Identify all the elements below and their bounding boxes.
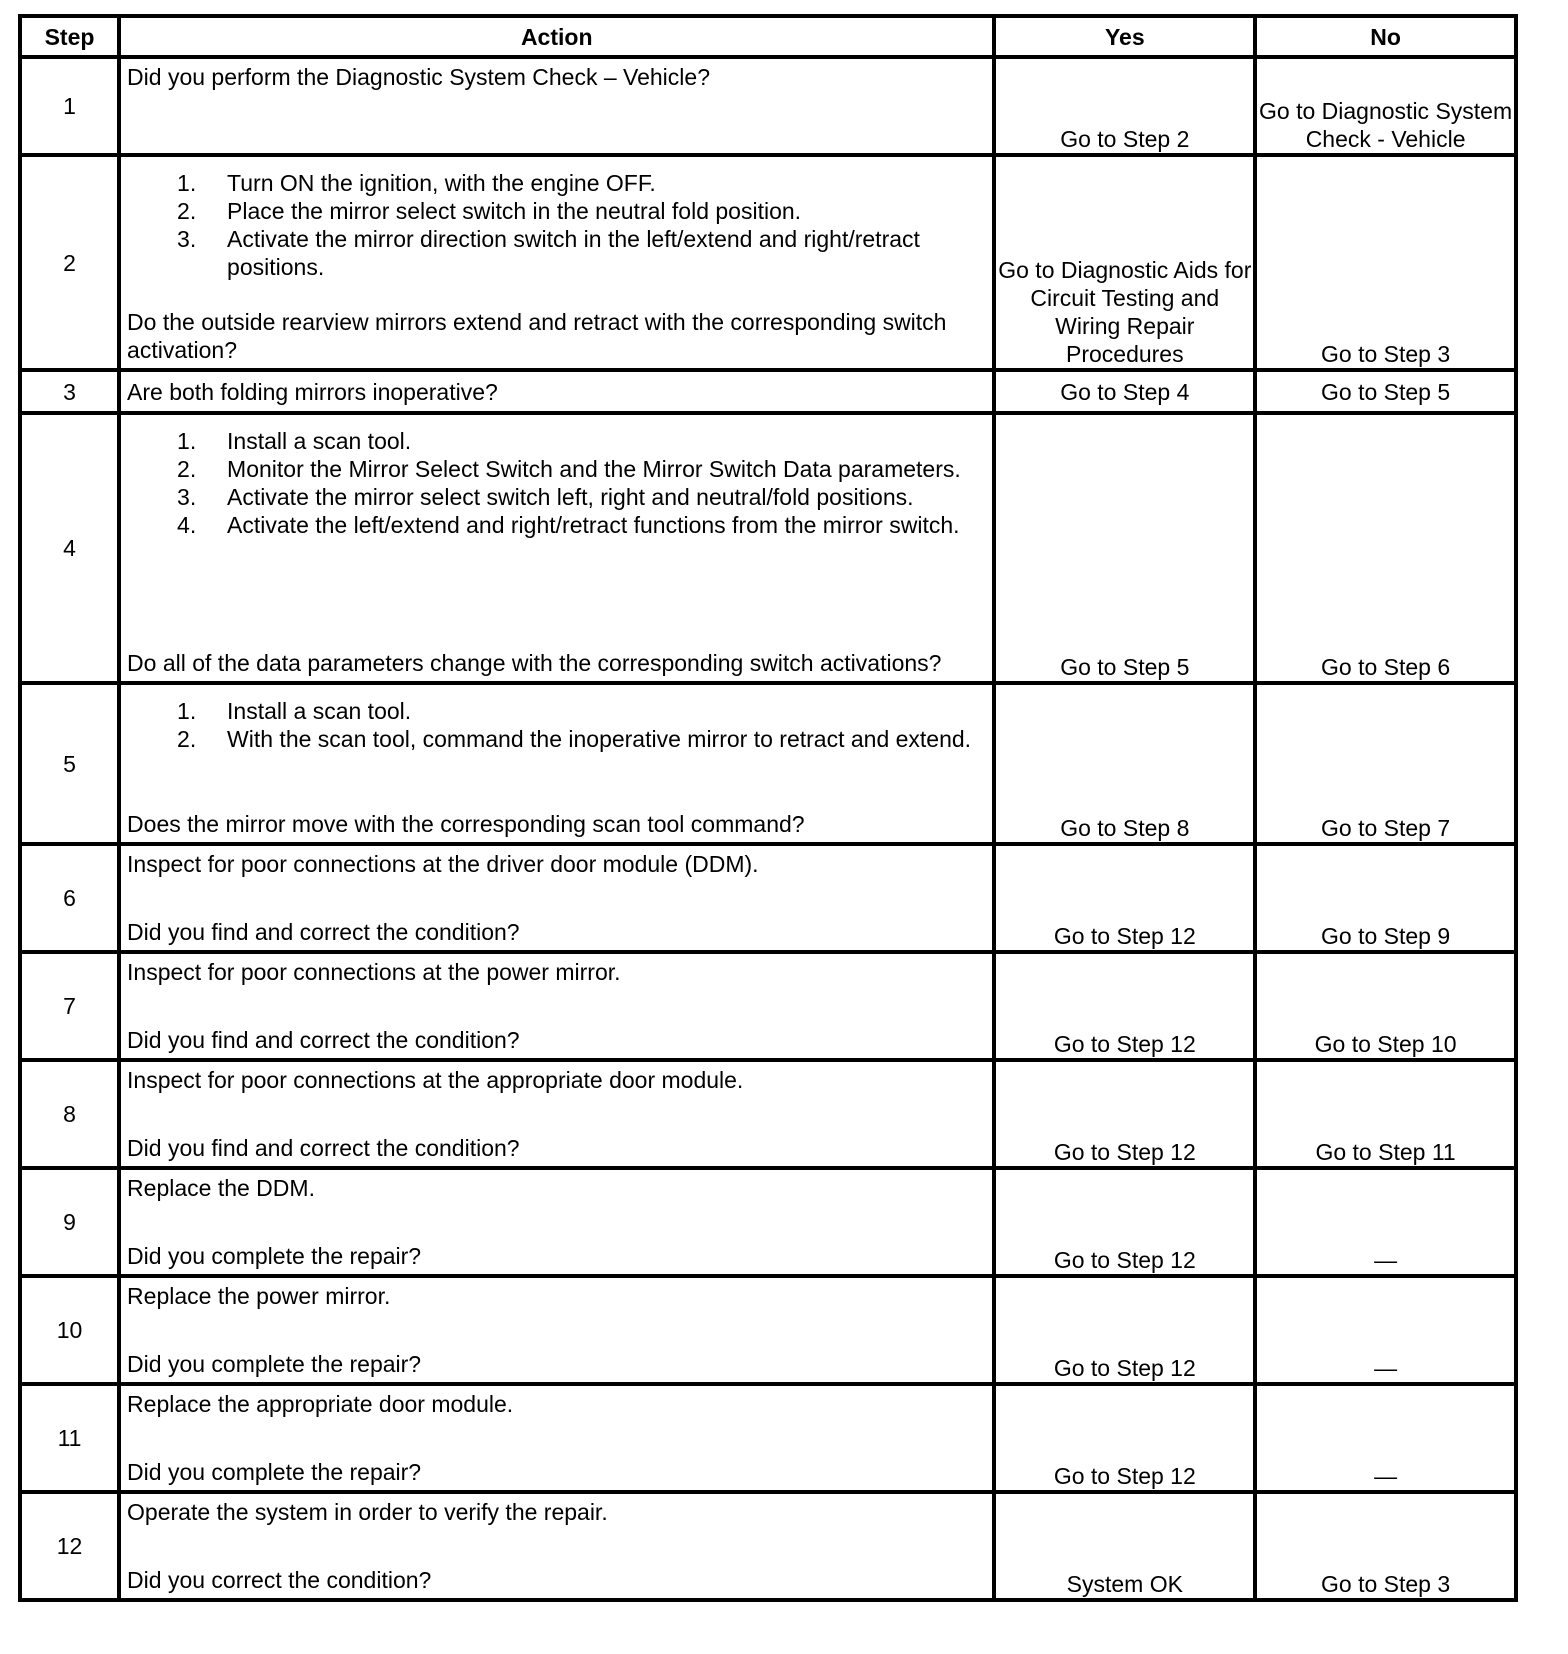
step-number: 6 [20,844,119,952]
question-text: Do all of the data parameters change with the corresponding switch activations? [127,650,942,676]
instruction-list [127,427,984,539]
diagnostic-table [18,14,1518,1602]
table-row [20,1492,1516,1600]
list-item: 1. Turn ON the ignition, with the engine OFF. [177,170,656,196]
yes-result: Go to Step 12 [994,1384,1255,1492]
table-row [20,952,1516,1060]
no-result: Go to Step 3 [1255,155,1516,370]
question-text: Does the mirror move with the corresponding scan tool command? [127,811,805,837]
yes-result: Go to Diagnostic Aids for Circuit Testing and Wiring Repair Procedures [994,155,1255,370]
yes-result: System OK [994,1492,1255,1600]
instruction-list [127,169,984,281]
header-yes: Yes [994,16,1255,57]
header-row [20,16,1516,57]
step-number: 9 [20,1168,119,1276]
list-item: 2. With the scan tool, command the inoperative mirror to retract and extend. [177,726,972,752]
no-result: Go to Diagnostic System Check - Vehicle [1255,57,1516,155]
table-row [20,57,1516,155]
no-result: — [1255,1276,1516,1384]
table-row [20,1060,1516,1168]
step-number: 8 [20,1060,119,1168]
table-row [20,155,1516,370]
instruction-text: Replace the power mirror. [127,1283,391,1309]
action-cell [119,844,994,952]
action-cell [119,683,994,844]
question-text: Did you complete the repair? [127,1459,422,1485]
yes-result: Go to Step 12 [994,952,1255,1060]
instruction-text: Did you perform the Diagnostic System Check – Vehicle? [127,64,710,90]
step-number: 10 [20,1276,119,1384]
step-number: 4 [20,413,119,683]
step-number: 5 [20,683,119,844]
step-number: 1 [20,57,119,155]
instruction-text: Operate the system in order to verify the repair. [127,1499,608,1525]
list-item: 1. Install a scan tool. [177,698,412,724]
list-item: 2. Monitor the Mirror Select Switch and the Mirror Switch Data parameters. [177,456,961,482]
step-number: 7 [20,952,119,1060]
yes-result: Go to Step 2 [994,57,1255,155]
action-cell [119,413,994,683]
no-result: — [1255,1384,1516,1492]
no-result: Go to Step 5 [1255,370,1516,413]
no-result: Go to Step 7 [1255,683,1516,844]
instruction-text: Inspect for poor connections at the driver door module (DDM). [127,851,759,877]
action-cell [119,1276,994,1384]
instruction-text: Are both folding mirrors inoperative? [127,378,498,405]
table-row [20,683,1516,844]
instruction-list [127,697,984,753]
question-text: Did you complete the repair? [127,1351,422,1377]
list-item: 3. Activate the mirror select switch left, right and neutral/fold positions. [177,484,914,510]
no-result: Go to Step 11 [1255,1060,1516,1168]
question-text: Do the outside rearview mirrors extend and retract with the corresponding switch activation? [127,309,947,363]
table-row [20,370,1516,413]
table-row [20,413,1516,683]
question-text: Did you find and correct the condition? [127,919,520,945]
no-result: Go to Step 9 [1255,844,1516,952]
instruction-text: Inspect for poor connections at the power mirror. [127,959,621,985]
instruction-text: Inspect for poor connections at the appropriate door module. [127,1067,744,1093]
yes-result: Go to Step 5 [994,413,1255,683]
question-text: Did you find and correct the condition? [127,1027,520,1053]
question-text: Did you find and correct the condition? [127,1135,520,1161]
step-number: 3 [20,370,119,413]
header-no: No [1255,16,1516,57]
action-cell [119,370,994,413]
header-action: Action [119,16,994,57]
action-cell [119,1492,994,1600]
table-row [20,844,1516,952]
table-row [20,1384,1516,1492]
no-result: — [1255,1168,1516,1276]
no-result: Go to Step 3 [1255,1492,1516,1600]
action-cell [119,155,994,370]
step-number: 12 [20,1492,119,1600]
yes-result: Go to Step 8 [994,683,1255,844]
question-text: Did you complete the repair? [127,1243,422,1269]
yes-result: Go to Step 12 [994,1168,1255,1276]
instruction-text: Replace the appropriate door module. [127,1391,514,1417]
step-number: 11 [20,1384,119,1492]
no-result: Go to Step 6 [1255,413,1516,683]
action-cell [119,1384,994,1492]
yes-result: Go to Step 12 [994,844,1255,952]
header-step: Step [20,16,119,57]
list-item: 2. Place the mirror select switch in the neutral fold position. [177,198,802,224]
action-cell [119,57,994,155]
action-cell [119,1060,994,1168]
no-result: Go to Step 10 [1255,952,1516,1060]
yes-result: Go to Step 4 [994,370,1255,413]
yes-result: Go to Step 12 [994,1060,1255,1168]
instruction-text: Replace the DDM. [127,1175,315,1201]
list-item: 1. Install a scan tool. [177,428,412,454]
table-row [20,1168,1516,1276]
table-row [20,1276,1516,1384]
yes-result: Go to Step 12 [994,1276,1255,1384]
question-text: Did you correct the condition? [127,1567,432,1593]
action-cell [119,1168,994,1276]
list-item: 3. Activate the mirror direction switch in the left/extend and right/retract positions. [177,226,920,280]
list-item: 4. Activate the left/extend and right/retract functions from the mirror switch. [177,512,960,538]
step-number: 2 [20,155,119,370]
action-cell [119,952,994,1060]
